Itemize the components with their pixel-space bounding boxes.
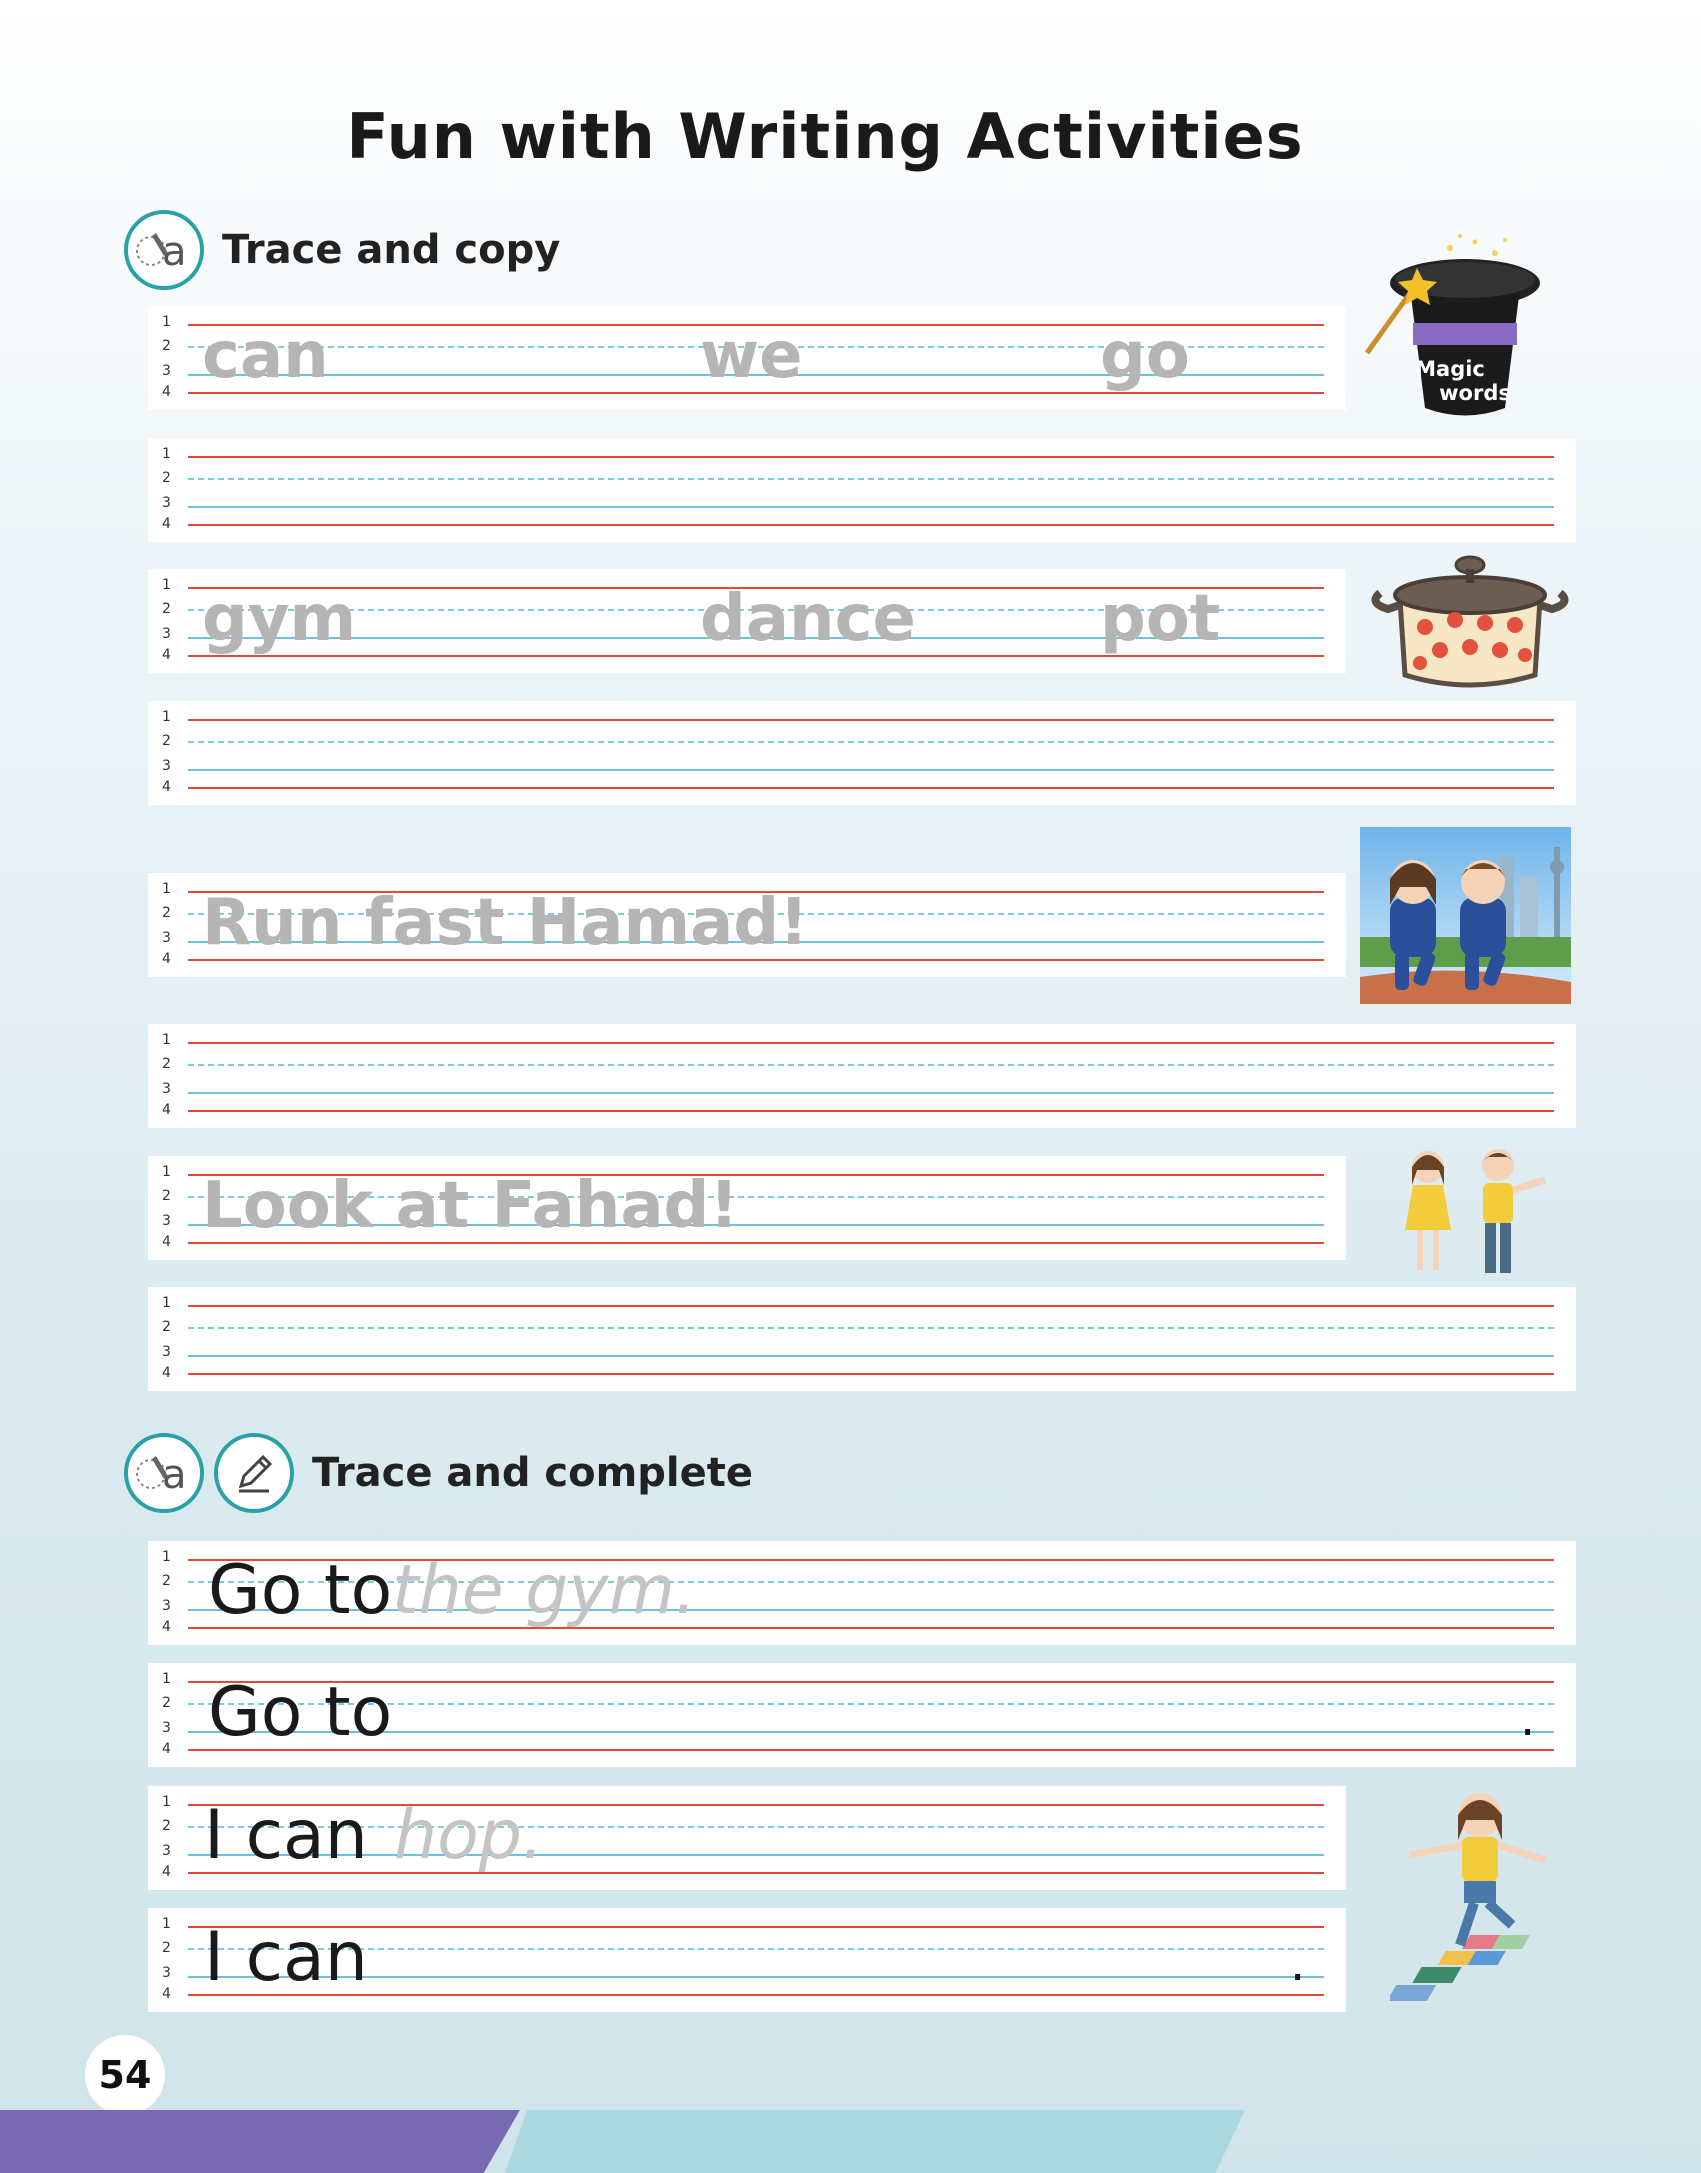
line-numbers: 1 2 3 4 xyxy=(162,881,171,967)
full-stop: . xyxy=(1520,1691,1536,1747)
trace-text[interactable]: hop. xyxy=(394,1796,544,1875)
copy-row-1[interactable] xyxy=(148,438,1576,542)
copy-row-2[interactable] xyxy=(148,701,1576,805)
line-numbers: 1 2 3 4 xyxy=(162,1671,171,1757)
printed-text: I can xyxy=(204,1918,368,1997)
trace-letter-icon xyxy=(124,1433,204,1513)
printed-text: I can xyxy=(204,1796,368,1875)
children-running-image xyxy=(1360,827,1571,1004)
line-numbers: 1 2 3 4 xyxy=(162,577,171,663)
trace-row-4 xyxy=(148,1156,1346,1260)
footer-band-teal xyxy=(505,2110,1245,2173)
page-title: Fun with Writing Activities xyxy=(346,100,1304,173)
line-numbers: 1 2 3 4 xyxy=(162,1164,171,1250)
trace-word[interactable]: we xyxy=(700,319,803,393)
trace-sentence[interactable]: Look at Fahad! xyxy=(202,1169,739,1243)
complete-row-4[interactable] xyxy=(148,1908,1346,2012)
line-numbers: 1 2 3 4 xyxy=(162,1549,171,1635)
trace-sentence[interactable]: Run fast Hamad! xyxy=(202,886,809,960)
printed-text: Go to xyxy=(208,1551,393,1630)
line-numbers: 1 2 3 4 xyxy=(162,1032,171,1118)
full-stop: . xyxy=(1290,1936,1306,1992)
trace-word[interactable]: dance xyxy=(700,582,916,656)
magic-hat-icon xyxy=(1355,228,1545,432)
line-numbers: 1 2 3 4 xyxy=(162,1295,171,1381)
complete-row-1[interactable] xyxy=(148,1541,1576,1645)
trace-row-1 xyxy=(148,306,1346,410)
section-header-trace-copy xyxy=(124,210,560,290)
svg-text:a: a xyxy=(162,229,187,275)
trace-text[interactable]: the gym. xyxy=(392,1551,697,1630)
section-header-trace-complete xyxy=(124,1433,753,1513)
copy-row-3[interactable] xyxy=(148,1024,1576,1128)
line-numbers: 1 2 3 4 xyxy=(162,1794,171,1880)
printed-text: Go to xyxy=(208,1673,393,1752)
footer-band-purple xyxy=(0,2110,520,2173)
line-numbers: 1 2 3 4 xyxy=(162,709,171,795)
trace-row-3 xyxy=(148,873,1346,977)
svg-text:a: a xyxy=(162,1452,187,1498)
trace-word[interactable]: pot xyxy=(1100,582,1221,656)
girl-hopscotch-image xyxy=(1390,1785,1565,2009)
trace-word[interactable]: can xyxy=(202,319,329,393)
section-label: Trace and complete xyxy=(312,1450,753,1496)
complete-row-3[interactable] xyxy=(148,1786,1346,1890)
svg-text:Magic: Magic xyxy=(1415,357,1485,381)
pencil-icon xyxy=(214,1433,294,1513)
section-label: Trace and copy xyxy=(222,227,561,273)
svg-text:words: words xyxy=(1439,381,1511,405)
line-numbers: 1 2 3 4 xyxy=(162,314,171,400)
trace-row-2 xyxy=(148,569,1346,673)
children-pointing-image xyxy=(1395,1145,1555,1284)
trace-word[interactable]: go xyxy=(1100,319,1190,393)
line-numbers: 1 2 3 4 xyxy=(162,446,171,532)
complete-row-2[interactable] xyxy=(148,1663,1576,1767)
trace-word[interactable]: gym xyxy=(202,582,357,656)
line-numbers: 1 2 3 4 xyxy=(162,1916,171,2002)
trace-letter-icon xyxy=(124,210,204,290)
copy-row-4[interactable] xyxy=(148,1287,1576,1391)
page-number: 54 xyxy=(85,2035,165,2115)
cooking-pot-icon xyxy=(1370,545,1570,699)
